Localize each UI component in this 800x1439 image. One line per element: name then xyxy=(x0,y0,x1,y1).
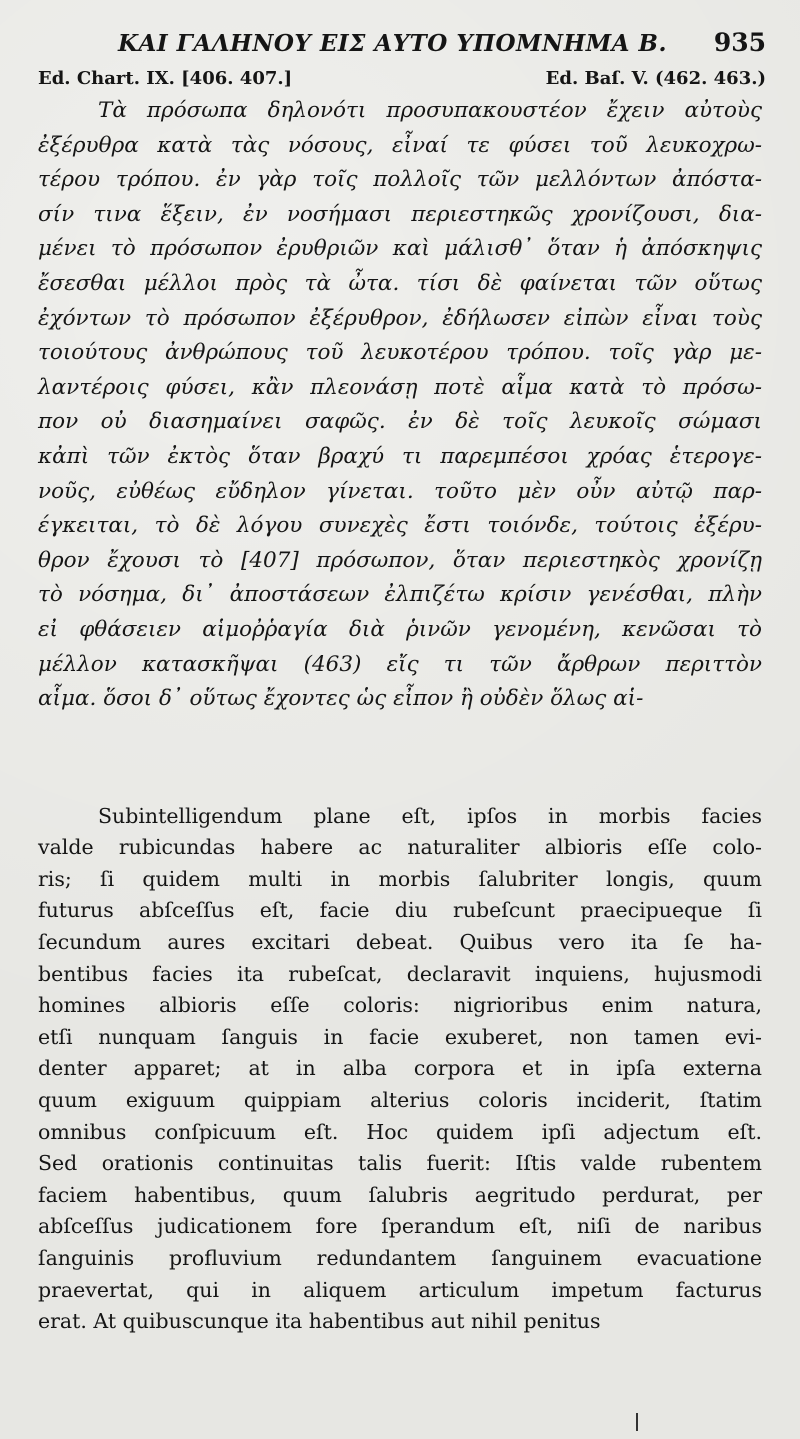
greek-line: πον οὐ διασημαίνει σαφῶς. ἐν δὲ τοῖς λευκοῖς σώμασι xyxy=(38,409,762,435)
greek-line: έγκειται, τὸ δὲ λόγου συνεχὲς ἔστι τοιόνδε, τούτοις ἐξέρυ- xyxy=(38,513,762,539)
greek-line: εἰ φθάσειεν αἱμοῤῥαγία διὰ ῥινῶν γενομένη, κενῶσαι τὸ xyxy=(38,616,762,642)
latin-line: futurus abſceſſus eſt, facie diu rubeſcunt praecipueque ſi xyxy=(38,898,762,923)
greek-line: ἐξέρυθρα κατὰ τὰς νόσους, εἶναί τε φύσει τοῦ λευκοχρω- xyxy=(38,132,762,158)
edition-reference-line xyxy=(38,62,766,92)
latin-line: homines albioris eſſe coloris: nigrioribus enim natura, xyxy=(38,993,762,1018)
running-head xyxy=(38,22,766,62)
greek-line: ἐχόντων τὸ πρόσωπον ἐξέρυθρον, ἐδήλωσεν εἰπὼν εἶναι τοὺς xyxy=(38,305,762,331)
page-mark xyxy=(636,1413,638,1431)
greek-line: λαντέροις φύσει, κἂν πλεονάσῃ ποτὲ αἷμα κατὰ τὸ πρόσω- xyxy=(38,374,762,400)
latin-text-block xyxy=(38,801,762,1338)
page-number: 935 xyxy=(713,28,766,57)
greek-line: τὸ νόσημα, δι᾽ ἀποστάσεων ἐλπιζέτω κρίσιν γενέσθαι, πλὴν xyxy=(38,582,762,608)
latin-line: ſecundum aures excitari debeat. Quibus vero ita ſe ha- xyxy=(38,930,762,955)
greek-line: τοιούτους ἀνθρώπους τοῦ λευκοτέρου τρόπου. τοῖς γὰρ με- xyxy=(38,340,762,366)
edition-reference-left: Ed. Chart. IX. [406. 407.] xyxy=(38,68,293,89)
latin-line: valde rubicundas habere ac naturaliter albioris eſſe colo- xyxy=(38,835,762,860)
edition-reference-right: Ed. Baſ. V. (462. 463.) xyxy=(545,68,766,89)
greek-line: θρον ἔχουσι τὸ [407] πρόσωπον, ὅταν περιεστηκὸς χρονίζῃ xyxy=(38,547,762,573)
running-title: ΚΑΙ ΓΑΛΗΝΟΥ ΕΙΣ ΑΥΤΟ ΥΠΟΜΝΗΜΑ Β. xyxy=(118,30,667,57)
greek-line: μένει τὸ πρόσωπον ἐρυθριῶν καὶ μάλισθ᾽ ὅταν ἡ ἀπόσκηψις xyxy=(38,236,762,262)
latin-line: Subintelligendum plane eſt, ipſos in morbis facies xyxy=(98,803,762,828)
latin-line: quum exiguum quippiam alterius coloris inciderit, ſtatim xyxy=(38,1088,762,1113)
greek-line: μέλλον κατασκῆψαι (463) εἴς τι τῶν ἄρθρων περιττὸν xyxy=(38,651,762,677)
greek-line: Τὰ πρόσωπα δηλονότι προσυπακουστέον ἔχειν αὐτοὺς xyxy=(98,98,762,123)
greek-line: τέρου τρόπου. ἐν γὰρ τοῖς πολλοῖς τῶν μελλόντων ἀπόστα- xyxy=(38,167,762,193)
latin-line: denter apparet; at in alba corpora et in ipſa externa xyxy=(38,1056,762,1081)
greek-line: κἀπὶ τῶν ἐκτὸς ὅταν βραχύ τι παρεμπέσοι χρόας ἑτερογε- xyxy=(38,443,762,469)
greek-line: σίν τινα ἕξειν, ἐν νοσήμασι περιεστηκῶς χρονίζουσι, δια- xyxy=(38,201,762,227)
greek-line: ἔσεσθαι μέλλοι πρὸς τὰ ὦτα. τίσι δὲ φαίνεται τῶν οὕτως xyxy=(38,270,762,296)
latin-line: praevertat, qui in aliquem articulum impetum facturus xyxy=(38,1277,762,1302)
latin-line: abſceſſus judicationem fore ſperandum eſt, niſi de naribus xyxy=(38,1214,762,1239)
latin-line: faciem habentibus, quum ſalubris aegritudo perdurat, per xyxy=(38,1182,762,1207)
latin-line: etſi nunquam ſanguis in facie exuberet, non tamen evi- xyxy=(38,1024,762,1049)
latin-line: omnibus conſpicuum eſt. Hoc quidem ipſi adjectum eſt. xyxy=(38,1119,762,1144)
greek-line: αἷμα. ὅσοι δ᾽ οὕτως ἔχοντες ὡς εἶπον ἢ οὐδὲν ὅλως αἱ- xyxy=(38,686,644,712)
latin-line: erat. At quibuscunque ita habentibus aut nihil penitus xyxy=(38,1309,601,1334)
latin-line: ris; ſi quidem multi in morbis ſalubriter longis, quum xyxy=(38,866,762,891)
section-gap xyxy=(38,717,762,801)
greek-line: νοῦς, εὐθέως εὔδηλον γίνεται. τοῦτο μὲν οὖν αὐτῷ παρ- xyxy=(38,478,762,504)
latin-line: Sed orationis continuitas talis fuerit: Iſtis valde rubentem xyxy=(38,1151,762,1176)
latin-line: bentibus facies ita rubeſcat, declaravit inquiens, hujusmodi xyxy=(38,961,762,986)
greek-text-block xyxy=(38,94,762,717)
latin-line: ſanguinis profluvium redundantem ſanguinem evacuatione xyxy=(38,1246,762,1270)
